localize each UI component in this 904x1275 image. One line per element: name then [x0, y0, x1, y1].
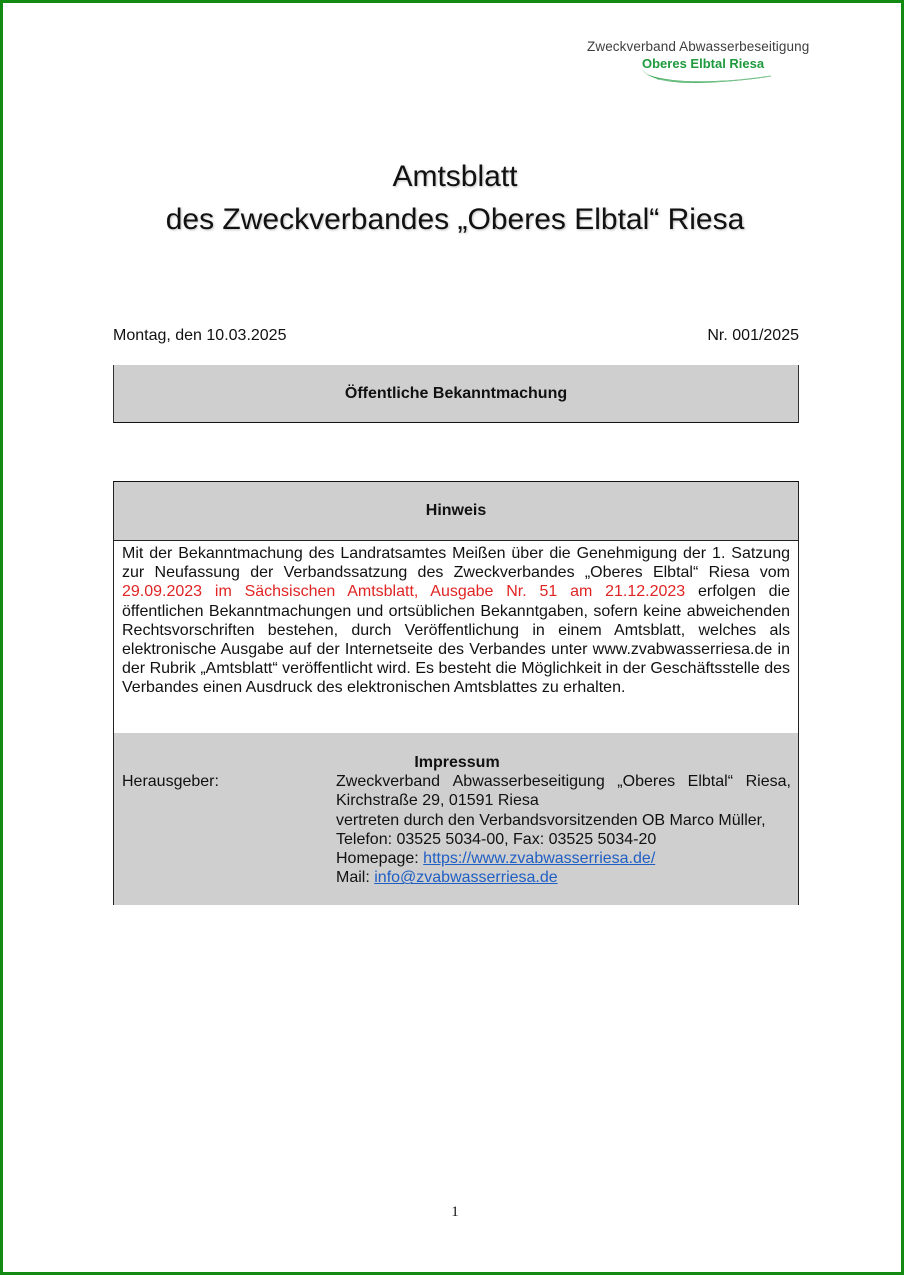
organization-logo	[587, 39, 817, 89]
hinweis-text-highlight: 29.09.2023 im Sächsischen Amtsblatt, Ausgabe Nr. 51 am 21.12.2023	[122, 583, 686, 601]
publisher-address: Kirchstraße 29, 01591 Riesa	[336, 792, 539, 810]
publisher-representative: vertreten durch den Verbandsvorsitzenden OB Marco Müller,	[336, 811, 766, 829]
hinweis-heading-bar	[114, 482, 798, 541]
hinweis-text-intro: Mit der Bekanntmachung des Landratsamtes Meißen über die Genehmigung der 1. Satzung zur Neufassung der Verbandssatzung des Zweckverbandes „Oberes Elbtal“ Riesa vom	[122, 545, 790, 582]
announcement-heading: Öffentliche Bekanntmachung	[344, 384, 568, 402]
mail-label: Mail:	[336, 869, 375, 887]
hinweis-text-rest: erfolgen die öffentlichen Bekanntmachungen und ortsüblichen Bekanntgaben, sofern keine abweichenden Rechtsvorschriften bestehen, durch Veröffentlichung in einem Amtsblatt, welches als elektronische Ausgabe auf der Internetseite des Verbandes unter www.zvabwasserriesa.de in der Rubrik „Amtsblatt“ veröffentlicht wird. Es besteht die Möglichkeit in der Geschäftsstelle des Verbandes einen Ausdruck des elektronischen Amtsblattes zu erhalten.	[122, 583, 791, 697]
mail-link[interactable]: info@zvabwasserriesa.de	[374, 869, 558, 887]
announcement-heading-box	[113, 365, 799, 423]
document-title	[3, 155, 904, 241]
publisher-homepage	[336, 849, 791, 868]
publisher-details	[336, 772, 791, 888]
title-line-1: Amtsblatt	[392, 160, 518, 193]
title-line-2: des Zweckverbandes „Oberes Elbtal“ Riesa	[165, 203, 745, 236]
logo-swoosh-icon	[637, 65, 777, 89]
logo-line-organization: Zweckverband Abwasserbeseitigung	[587, 39, 810, 54]
hinweis-heading: Hinweis	[425, 502, 487, 519]
impressum-heading: Impressum	[414, 754, 500, 771]
publisher-label: Herausgeber:	[122, 773, 219, 790]
publisher-phone-fax: Telefon: 03525 5034-00, Fax: 03525 5034-20	[336, 830, 657, 848]
issue-date: Montag, den 10.03.2025	[113, 327, 287, 344]
homepage-label: Homepage:	[336, 850, 424, 868]
homepage-link[interactable]: https://www.zvabwasserriesa.de/	[423, 850, 656, 868]
publisher-organization: Zweckverband Abwasserbeseitigung „Oberes Elbtal“ Riesa,	[336, 773, 791, 790]
page-number: 1	[451, 1204, 459, 1220]
issue-info-row	[113, 327, 799, 345]
hinweis-text	[114, 541, 798, 730]
hinweis-box	[113, 481, 799, 905]
issue-number: Nr. 001/2025	[707, 327, 799, 344]
publisher-mail	[336, 868, 791, 887]
logo-line-region: Oberes Elbtal Riesa	[642, 56, 765, 71]
impressum-section	[114, 733, 798, 905]
